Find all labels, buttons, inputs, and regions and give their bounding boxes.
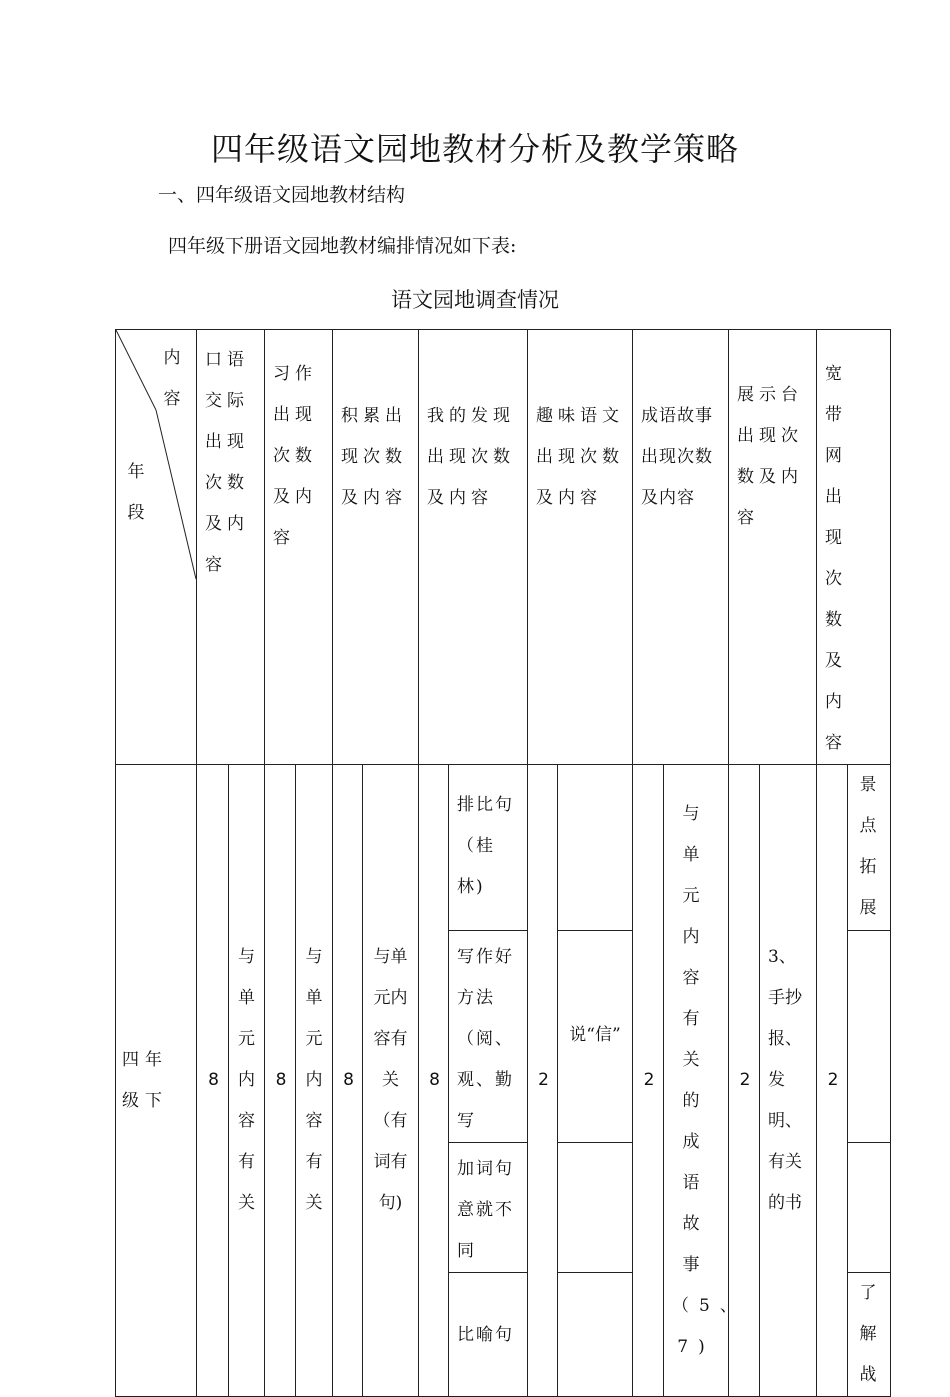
header-idiom-story: 成语故事出现次数及内容	[633, 330, 729, 765]
header-discover: 我的发现出现次数及内容	[419, 330, 528, 765]
table-row	[116, 765, 891, 931]
grade-label: 四年级下	[116, 765, 197, 1397]
header-accumulate: 积累出现次数及内容	[333, 330, 419, 765]
header-broadband: 宽带网出现次数及内容	[817, 330, 891, 765]
intro-text: 四年级下册语文园地教材编排情况如下表:	[168, 235, 517, 257]
table-caption: 语文园地调查情况	[391, 288, 559, 312]
discover-item: 排比句（桂林)	[449, 765, 528, 931]
accumulate-count: 8	[333, 765, 363, 1397]
fun-item	[558, 765, 633, 931]
corner-label-grade: 年段	[127, 462, 145, 523]
page-title: 四年级语文园地教材分析及教学策略	[210, 130, 739, 168]
broadband-item: 了解战	[848, 1273, 891, 1397]
section-heading: 一、四年级语文园地教材结构	[158, 184, 406, 206]
oral-count: 8	[197, 765, 229, 1397]
discover-item: 加词句意就不同	[449, 1143, 528, 1273]
fun-item	[558, 1143, 633, 1273]
idiom-count: 2	[633, 765, 664, 1397]
discover-count: 8	[419, 765, 449, 1397]
writing-count: 8	[265, 765, 296, 1397]
discover-item: 写作好方法（阅、观、勤写	[449, 931, 528, 1143]
broadband-item	[848, 1143, 891, 1273]
broadband-count: 2	[817, 765, 848, 1397]
fun-item	[558, 1273, 633, 1397]
corner-cell	[116, 330, 197, 765]
header-writing: 习作出现次数及内容	[265, 330, 333, 765]
broadband-item: 景点拓展	[848, 765, 891, 931]
idiom-content: 与单元内容有关的成语故事（5、7)	[664, 765, 729, 1397]
showcase-content: 3、手抄报、发明、有关的书	[760, 765, 817, 1397]
header-showcase: 展示台出现次数及内容	[729, 330, 817, 765]
survey-table	[115, 329, 891, 1397]
oral-content: 与单元内容有关	[229, 765, 265, 1397]
header-fun-chinese: 趣味语文出现次数及内容	[528, 330, 633, 765]
header-row	[116, 330, 891, 765]
accumulate-content: 与单元内容有关（有词有句)	[363, 765, 419, 1397]
header-oral: 口语交际出现次数及内容	[197, 330, 265, 765]
corner-label-content: 内容	[163, 348, 181, 409]
broadband-item	[848, 931, 891, 1143]
fun-item: 说“信”	[558, 931, 633, 1143]
discover-item: 比喻句	[449, 1273, 528, 1397]
fun-count: 2	[528, 765, 558, 1397]
showcase-count: 2	[729, 765, 760, 1397]
writing-content: 与单元内容有关	[296, 765, 333, 1397]
